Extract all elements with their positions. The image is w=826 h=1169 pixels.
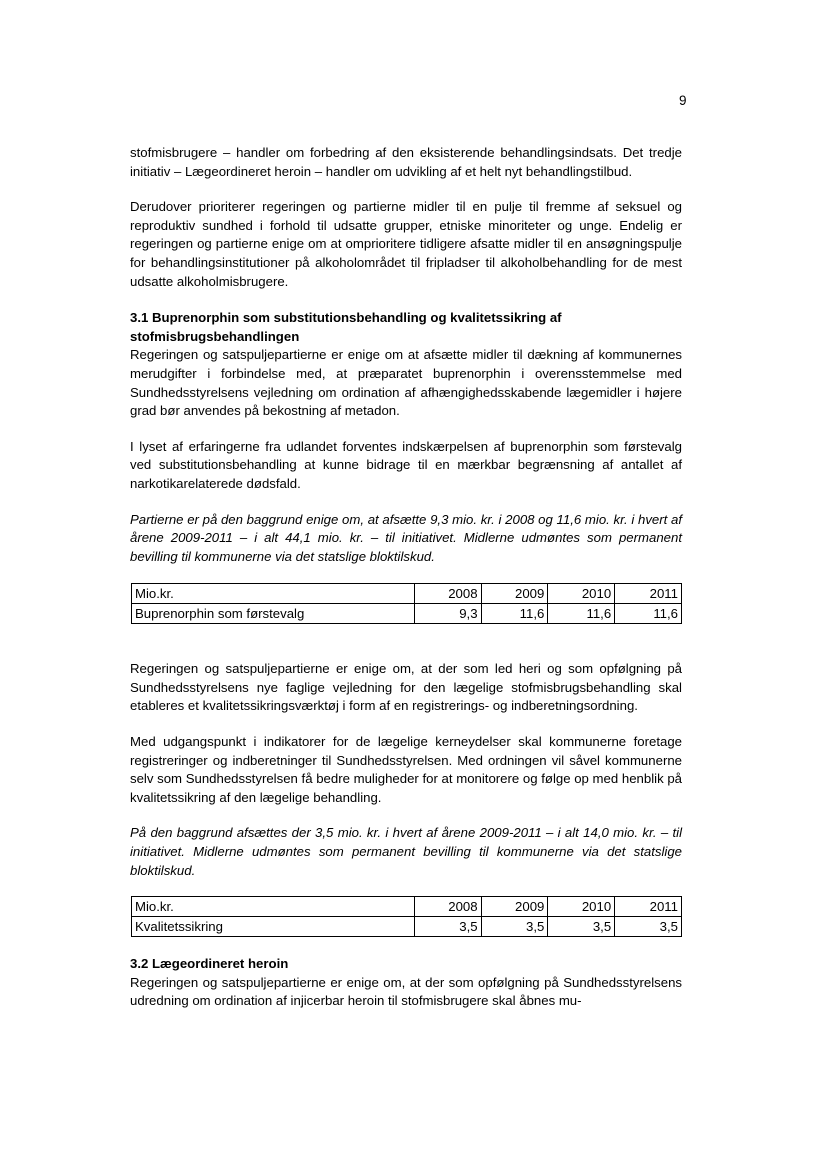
- table-cell: 3,5: [548, 917, 615, 937]
- table-cell: 2008: [414, 897, 481, 917]
- table-cell: 3,5: [481, 917, 548, 937]
- table-cell: 9,3: [414, 604, 481, 624]
- paragraph: Regeringen og satspuljepartierne er enige om, at der som opfølgning på Sundhedsstyrelsens udredning om ordination af injicerbar heroin til stofmisbrugere skal åbnes mu-: [130, 974, 682, 1009]
- section-heading-3-1: 3.1 Buprenorphin som substitutionsbehandling og kvalitetssikring af stofmisbrugsbehandlingen: [130, 310, 562, 344]
- table-cell: 3,5: [615, 917, 682, 937]
- table-header-row: [132, 584, 682, 604]
- table-cell: Mio.kr.: [132, 584, 415, 604]
- page-number: 9: [679, 93, 687, 108]
- table-cell: Mio.kr.: [132, 897, 415, 917]
- document-body: [130, 144, 682, 1011]
- table-cell: 2011: [615, 897, 682, 917]
- table-cell: 11,6: [548, 604, 615, 624]
- table-cell: Buprenorphin som førstevalg: [132, 604, 415, 624]
- paragraph: stofmisbrugere – handler om forbedring af den eksisterende behandlingsindsats. Det tredje initiativ – Lægeordineret heroin – handler om udvikling af et helt nyt behandlingstilbud.: [130, 145, 682, 179]
- table-cell: 2008: [414, 584, 481, 604]
- paragraph: Med udgangspunkt i indikatorer for de lægelige kerneydelser skal kommunerne foretage registreringer og indberetninger til Sundhedsstyrelsen. Med ordningen vil såvel kommunerne selv som Sundhedsstyrelsen få bedre muligheder for at monitorere og følge op med henblik på kvalitetssikring af den lægelige behandling.: [130, 734, 682, 805]
- funding-table-kvalitetssikring: [130, 896, 682, 937]
- funding-table-buprenorphin: [130, 583, 682, 624]
- paragraph: Regeringen og satspuljepartierne er enige om at afsætte midler til dækning af kommunernes merudgifter i forbindelse med, at præparatet buprenorphin i overensstemmelse med Sundhedsstyrelsens vejledning om ordination af afhængighedsskabende lægemidler i højere grad bør anvendes på bekostning af metadon.: [130, 347, 682, 419]
- table-cell: 11,6: [615, 604, 682, 624]
- table-cell: 2010: [548, 897, 615, 917]
- table-cell: 2009: [481, 584, 548, 604]
- table-row: [132, 604, 682, 624]
- table-header-row: [132, 897, 682, 917]
- table-cell: 2011: [615, 584, 682, 604]
- paragraph: I lyset af erfaringerne fra udlandet forventes indskærpelsen af buprenorphin som førstevalg ved substitutionsbehandling at kunne bidrage til en mærkbar begrænsning af antallet af narkotikarelaterede dødsfald.: [130, 438, 682, 491]
- paragraph: Derudover prioriterer regeringen og partierne midler til en pulje til fremme af seksuel og reproduktiv sundhed i forhold til udsatte grupper, etniske minoriteter og unge. Endelig er regeringen og partierne enige om at omprioritere tidligere afsatte midler til en ansøgningspulje for behandlingsinstitutioner på alkoholområdet til fripladser til alkoholbehandling for de mest udsatte alkoholmisbrugere.: [130, 199, 682, 289]
- table-cell: 2010: [548, 584, 615, 604]
- table-cell: Kvalitetssikring: [132, 917, 415, 937]
- table-cell: 2009: [481, 897, 548, 917]
- section-heading-3-2: 3.2 Lægeordineret heroin: [130, 956, 289, 972]
- paragraph: Regeringen og satspuljepartierne er enige om, at der som led heri og som opfølgning på Sundhedsstyrelsens nye faglige vejledning for den lægelige stofmisbrugsbehandling skal etableres et kvalitetssikringsværktøj i form af en registrerings- og indberetningsordning.: [130, 661, 682, 714]
- table-cell: 3,5: [414, 917, 481, 937]
- table-cell: 11,6: [481, 604, 548, 624]
- table-row: [132, 917, 682, 937]
- funding-statement: Partierne er på den baggrund enige om, at afsætte 9,3 mio. kr. i 2008 og 11,6 mio. kr. i hvert af årene 2009-2011 – i alt 44,1 mio. kr. – til initiativet. Midlerne udmøntes som permanent bevilling til kommunerne via det statslige bloktilskud.: [130, 511, 682, 564]
- funding-statement: På den baggrund afsættes der 3,5 mio. kr. i hvert af årene 2009-2011 – i alt 14,0 mio. kr. – til initiativet. Midlerne udmøntes som permanent bevilling til kommunerne via det statslige bloktilskud.: [130, 825, 682, 878]
